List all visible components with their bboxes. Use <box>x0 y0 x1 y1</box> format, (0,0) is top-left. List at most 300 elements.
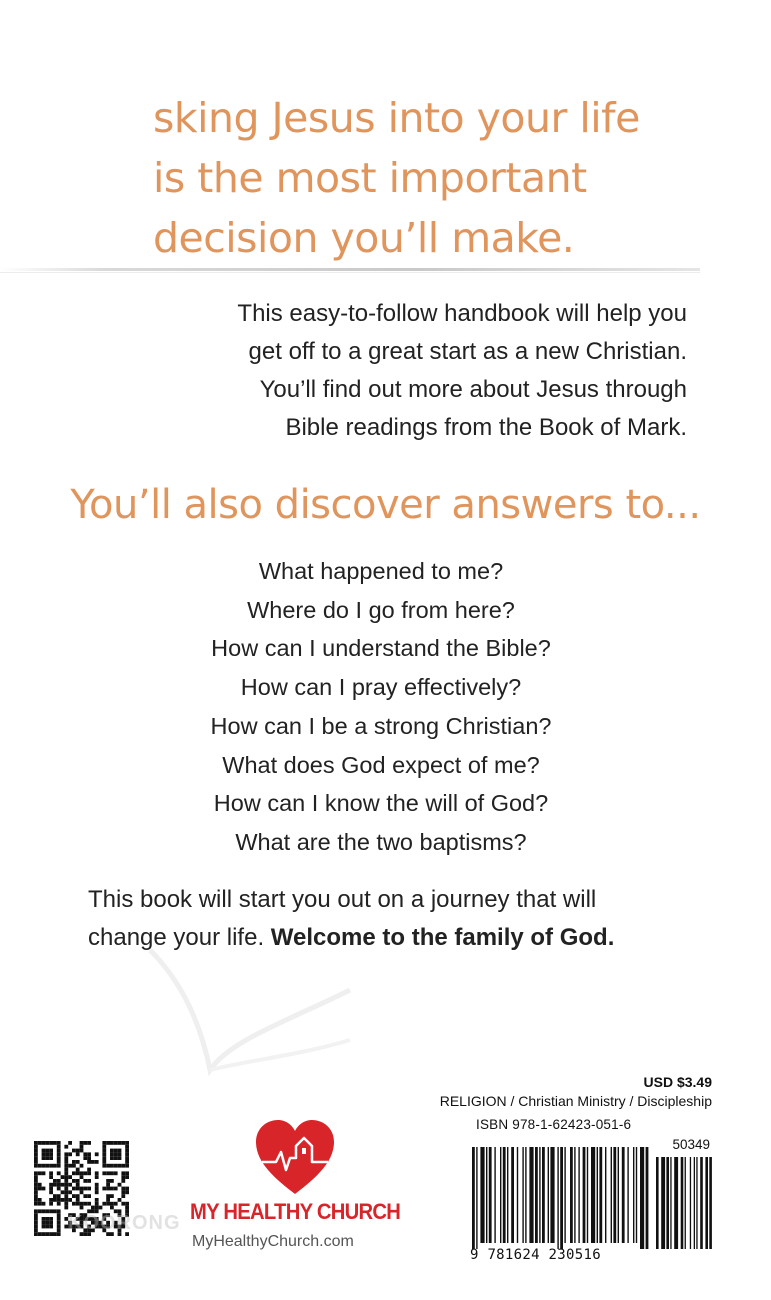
welcome-text: Welcome to the family of God. <box>270 924 615 951</box>
qr-module <box>34 1221 38 1225</box>
qr-module <box>42 1149 46 1153</box>
qr-module <box>76 1168 80 1172</box>
qr-module <box>42 1152 46 1156</box>
qr-module <box>64 1202 68 1206</box>
qr-module <box>80 1190 84 1194</box>
qr-module <box>110 1152 114 1156</box>
barcode-bar <box>605 1147 606 1243</box>
qr-module <box>45 1225 49 1229</box>
qr-module <box>95 1187 99 1191</box>
barcode-bar <box>646 1147 649 1249</box>
qr-module <box>68 1183 72 1187</box>
barcode-addon-bar <box>705 1157 708 1249</box>
qr-module <box>57 1183 61 1187</box>
questions-list <box>0 552 762 862</box>
qr-module <box>53 1183 57 1187</box>
qr-module <box>76 1187 80 1191</box>
qr-module <box>87 1171 91 1175</box>
qr-module <box>49 1209 53 1213</box>
qr-module <box>45 1217 49 1221</box>
qr-module <box>57 1213 61 1217</box>
qr-module <box>87 1194 91 1198</box>
qr-module <box>61 1190 65 1194</box>
qr-module <box>95 1206 99 1210</box>
barcode-bar <box>494 1147 495 1243</box>
qr-module <box>64 1187 68 1191</box>
qr-module <box>34 1225 38 1229</box>
barcode-bar <box>525 1147 526 1243</box>
qr-module <box>110 1156 114 1160</box>
qr-module <box>125 1187 129 1191</box>
qr-module <box>95 1171 99 1175</box>
qr-module <box>57 1156 61 1160</box>
qr-module <box>102 1141 106 1145</box>
qr-module <box>49 1202 53 1206</box>
qr-module <box>49 1232 53 1236</box>
qr-module <box>64 1194 68 1198</box>
qr-module <box>76 1160 80 1164</box>
qr-module <box>49 1141 53 1145</box>
qr-module <box>34 1141 38 1145</box>
qr-module <box>121 1202 125 1206</box>
qr-module <box>42 1171 46 1175</box>
qr-module <box>110 1194 114 1198</box>
barcode-bar <box>507 1147 508 1243</box>
barcode-bar <box>574 1147 575 1243</box>
qr-module <box>64 1183 68 1187</box>
qr-module <box>38 1232 42 1236</box>
heart-church-logo-icon <box>254 1118 336 1196</box>
qr-module <box>102 1171 106 1175</box>
qr-module <box>34 1145 38 1149</box>
barcode-bar <box>472 1147 475 1249</box>
qr-module <box>49 1198 53 1202</box>
qr-module <box>76 1179 80 1183</box>
qr-module <box>80 1187 84 1191</box>
qr-module <box>49 1225 53 1229</box>
qr-module <box>49 1217 53 1221</box>
publisher-name: MY HEALTHY CHURCH <box>190 1199 401 1224</box>
qr-module <box>34 1160 38 1164</box>
qr-module <box>99 1206 103 1210</box>
qr-module <box>57 1228 61 1232</box>
intro-line: You’ll find out more about Jesus through <box>259 376 687 403</box>
qr-module <box>118 1198 122 1202</box>
qr-module <box>45 1149 49 1153</box>
qr-module <box>49 1149 53 1153</box>
barcode-bar <box>550 1147 554 1243</box>
headline <box>153 88 640 268</box>
barcode-bar <box>640 1147 644 1249</box>
qr-module <box>106 1179 110 1183</box>
qr-module <box>95 1202 99 1206</box>
qr-module <box>114 1149 118 1153</box>
qr-module <box>125 1202 129 1206</box>
qr-module <box>110 1171 114 1175</box>
qr-module <box>80 1171 84 1175</box>
qr-module <box>53 1141 57 1145</box>
qr-module <box>64 1171 68 1175</box>
qr-module <box>72 1164 76 1168</box>
qr-module <box>57 1202 61 1206</box>
qr-module <box>106 1183 110 1187</box>
qr-module <box>118 1156 122 1160</box>
qr-module <box>91 1160 95 1164</box>
qr-module <box>68 1152 72 1156</box>
qr-module <box>83 1156 87 1160</box>
qr-module <box>87 1160 91 1164</box>
qr-module <box>53 1209 57 1213</box>
qr-module <box>102 1160 106 1164</box>
qr-module <box>87 1152 91 1156</box>
qr-module <box>49 1171 53 1175</box>
qr-module <box>83 1179 87 1183</box>
qr-module <box>110 1164 114 1168</box>
qr-module <box>68 1164 72 1168</box>
qr-module <box>106 1141 110 1145</box>
qr-module <box>118 1149 122 1153</box>
qr-module <box>76 1183 80 1187</box>
qr-module <box>57 1209 61 1213</box>
qr-module <box>114 1152 118 1156</box>
qr-module <box>110 1141 114 1145</box>
qr-module <box>53 1164 57 1168</box>
qr-module <box>80 1164 84 1168</box>
qr-module <box>76 1152 80 1156</box>
qr-module <box>42 1141 46 1145</box>
qr-module <box>125 1156 129 1160</box>
qr-module <box>64 1175 68 1179</box>
qr-module <box>45 1221 49 1225</box>
barcode-bar <box>618 1147 619 1243</box>
qr-module <box>34 1217 38 1221</box>
divider <box>0 268 700 271</box>
qr-module <box>118 1183 122 1187</box>
qr-module <box>45 1232 49 1236</box>
qr-module <box>76 1202 80 1206</box>
qr-module <box>87 1187 91 1191</box>
qr-module <box>83 1171 87 1175</box>
barcode-addon-bar <box>690 1157 691 1249</box>
qr-module <box>80 1145 84 1149</box>
barcode-bar <box>511 1147 514 1243</box>
barcode-addon-bar <box>681 1157 684 1249</box>
qr-module <box>114 1171 118 1175</box>
qr-module <box>68 1190 72 1194</box>
qr-module <box>64 1156 68 1160</box>
barcode-bar <box>548 1147 549 1243</box>
qr-module <box>57 1164 61 1168</box>
qr-module <box>80 1175 84 1179</box>
qr-module <box>38 1164 42 1168</box>
qr-module <box>106 1164 110 1168</box>
qr-module <box>102 1202 106 1206</box>
qr-module <box>34 1171 38 1175</box>
barcode-addon-bar <box>685 1157 686 1249</box>
qr-module <box>106 1202 110 1206</box>
barcode-bar <box>622 1147 625 1243</box>
qr-module <box>121 1164 125 1168</box>
qr-module <box>57 1160 61 1164</box>
qr-module <box>76 1194 80 1198</box>
qr-module <box>57 1198 61 1202</box>
qr-module <box>34 1152 38 1156</box>
qr-module <box>83 1187 87 1191</box>
qr-module <box>64 1190 68 1194</box>
barcode-bar <box>578 1147 579 1243</box>
qr-module <box>72 1171 76 1175</box>
qr-module <box>45 1164 49 1168</box>
qr-module <box>118 1152 122 1156</box>
qr-module <box>114 1202 118 1206</box>
qr-module <box>87 1168 91 1172</box>
qr-module <box>87 1141 91 1145</box>
qr-module <box>45 1152 49 1156</box>
qr-module <box>57 1145 61 1149</box>
barcode-bar <box>486 1147 487 1243</box>
qr-module <box>49 1156 53 1160</box>
qr-module <box>42 1221 46 1225</box>
qr-module <box>118 1164 122 1168</box>
intro-line: get off to a great start as a new Christian. <box>248 338 687 365</box>
qr-module <box>34 1213 38 1217</box>
qr-module <box>64 1160 68 1164</box>
qr-module <box>118 1141 122 1145</box>
barcode-bar <box>597 1147 598 1243</box>
qr-module <box>34 1156 38 1160</box>
qr-module <box>68 1198 72 1202</box>
qr-module <box>34 1149 38 1153</box>
question-item: What are the two baptisms? <box>235 828 527 855</box>
barcode-bar <box>535 1147 538 1243</box>
headline-line: decision you’ll make. <box>153 214 575 262</box>
barcode-addon-bar <box>694 1157 695 1249</box>
qr-module <box>64 1198 68 1202</box>
qr-module <box>76 1149 80 1153</box>
qr-module <box>121 1141 125 1145</box>
barcode-addon-bar <box>670 1157 671 1249</box>
qr-module <box>114 1187 118 1191</box>
qr-module <box>42 1225 46 1229</box>
qr-module <box>38 1187 42 1191</box>
qr-module <box>125 1160 129 1164</box>
qr-module <box>42 1202 46 1206</box>
qr-module <box>110 1179 114 1183</box>
qr-module <box>125 1152 129 1156</box>
qr-module <box>110 1149 114 1153</box>
qr-module <box>45 1141 49 1145</box>
qr-module <box>57 1221 61 1225</box>
barcode-bar <box>636 1147 637 1243</box>
question-item: How can I know the will of God? <box>213 790 549 817</box>
qr-module <box>76 1198 80 1202</box>
barcode-addon: 50349 <box>672 1137 710 1152</box>
qr-module <box>45 1209 49 1213</box>
qr-module <box>49 1221 53 1225</box>
qr-module <box>57 1141 61 1145</box>
qr-module <box>125 1206 129 1210</box>
qr-module <box>121 1179 125 1183</box>
barcode-bar <box>633 1147 634 1243</box>
category: RELIGION / Christian Ministry / Discipleship <box>439 1093 712 1109</box>
qr-module <box>68 1141 72 1145</box>
qr-module <box>64 1206 68 1210</box>
intro-line: Bible readings from the Book of Mark. <box>285 414 687 441</box>
qr-module <box>42 1232 46 1236</box>
qr-module <box>102 1156 106 1160</box>
publisher-url: MyHealthyChurch.com <box>192 1233 354 1250</box>
barcode-bar <box>489 1147 492 1243</box>
qr-module <box>106 1187 110 1191</box>
closing-line: This book will start you out on a journey that will <box>88 886 597 913</box>
qr-module <box>64 1152 68 1156</box>
qr-module <box>95 1198 99 1202</box>
qr-module <box>95 1190 99 1194</box>
qr-module <box>72 1187 76 1191</box>
qr-module <box>42 1187 46 1191</box>
qr-module <box>57 1194 61 1198</box>
barcode-bars <box>470 1133 714 1249</box>
qr-module <box>49 1183 53 1187</box>
qr-module <box>38 1209 42 1213</box>
barcode-bar <box>613 1147 616 1243</box>
qr-module <box>49 1187 53 1191</box>
qr-module <box>72 1202 76 1206</box>
qr-module <box>95 1152 99 1156</box>
qr-module <box>80 1141 84 1145</box>
qr-module <box>64 1168 68 1172</box>
qr-module <box>95 1183 99 1187</box>
qr-module <box>49 1164 53 1168</box>
qr-module <box>72 1179 76 1183</box>
qr-module <box>42 1156 46 1160</box>
qr-module <box>80 1206 84 1210</box>
qr-module <box>34 1175 38 1179</box>
qr-module <box>121 1175 125 1179</box>
qr-module <box>34 1164 38 1168</box>
qr-module <box>57 1179 61 1183</box>
qr-module <box>49 1175 53 1179</box>
qr-module <box>38 1202 42 1206</box>
barcode <box>470 1117 714 1267</box>
qr-module <box>34 1202 38 1206</box>
question-item: What does God expect of me? <box>222 751 540 778</box>
qr-module <box>38 1171 42 1175</box>
qr-module <box>83 1194 87 1198</box>
qr-module <box>83 1141 87 1145</box>
qr-module <box>125 1141 129 1145</box>
qr-module <box>87 1179 91 1183</box>
barcode-bar <box>570 1147 573 1243</box>
watermark: KOORONG <box>68 1212 181 1234</box>
barcode-bar <box>564 1147 565 1243</box>
qr-module <box>80 1202 84 1206</box>
qr-module <box>34 1183 38 1187</box>
barcode-bar <box>557 1147 558 1249</box>
qr-module <box>61 1198 65 1202</box>
qr-module <box>87 1202 91 1206</box>
qr-module <box>53 1194 57 1198</box>
barcode-bar <box>529 1147 533 1243</box>
qr-module <box>72 1160 76 1164</box>
qr-module <box>42 1217 46 1221</box>
barcode-bar <box>517 1147 518 1243</box>
intro-paragraph <box>127 295 687 447</box>
barcode-addon-bar <box>696 1157 697 1249</box>
qr-module <box>72 1149 76 1153</box>
question-item: Where do I go from here? <box>247 596 515 623</box>
qr-module <box>38 1183 42 1187</box>
headline-line: sking Jesus into your life <box>153 94 640 142</box>
barcode-addon-bar <box>666 1157 669 1249</box>
qr-module <box>57 1152 61 1156</box>
qr-module <box>34 1228 38 1232</box>
qr-module <box>61 1183 65 1187</box>
qr-module <box>121 1171 125 1175</box>
price: USD $3.49 <box>643 1074 712 1090</box>
qr-module <box>110 1187 114 1191</box>
qr-module <box>106 1194 110 1198</box>
barcode-bar <box>591 1147 595 1243</box>
qr-module <box>34 1232 38 1236</box>
qr-module <box>34 1190 38 1194</box>
barcode-bar <box>542 1147 545 1243</box>
qr-module <box>34 1209 38 1213</box>
question-item: What happened to me? <box>258 558 504 584</box>
qr-module <box>95 1175 99 1179</box>
qr-module <box>102 1187 106 1191</box>
qr-module <box>45 1156 49 1160</box>
price-block <box>440 1073 712 1111</box>
qr-module <box>34 1198 38 1202</box>
qr-module <box>125 1149 129 1153</box>
qr-module <box>34 1179 38 1183</box>
qr-module <box>114 1164 118 1168</box>
barcode-bar <box>480 1147 484 1243</box>
barcode-bar <box>587 1147 588 1243</box>
barcode-digits: 9 781624 230516 <box>470 1247 601 1263</box>
barcode-bar <box>539 1147 540 1243</box>
qr-module <box>57 1171 61 1175</box>
qr-module <box>114 1141 118 1145</box>
qr-module <box>125 1175 129 1179</box>
qr-module <box>61 1175 65 1179</box>
barcode-bar <box>476 1147 477 1249</box>
qr-module <box>121 1187 125 1191</box>
qr-module <box>95 1160 99 1164</box>
qr-module <box>125 1145 129 1149</box>
barcode-addon-bar <box>700 1157 703 1249</box>
qr-module <box>53 1198 57 1202</box>
qr-module <box>102 1164 106 1168</box>
barcode-bar <box>599 1147 602 1243</box>
divider-shadow <box>0 272 700 273</box>
qr-module <box>42 1209 46 1213</box>
qr-module <box>53 1179 57 1183</box>
qr-module <box>57 1149 61 1153</box>
qr-module <box>57 1187 61 1191</box>
qr-module <box>34 1187 38 1191</box>
qr-module <box>72 1194 76 1198</box>
barcode-bar <box>522 1147 523 1243</box>
qr-module <box>53 1232 57 1236</box>
barcode-addon-bar <box>709 1157 712 1249</box>
qr-module <box>64 1145 68 1149</box>
qr-module <box>125 1164 129 1168</box>
barcode-addon-bar <box>674 1157 678 1249</box>
barcode-addon-bar <box>661 1157 665 1249</box>
qr-module <box>106 1198 110 1202</box>
